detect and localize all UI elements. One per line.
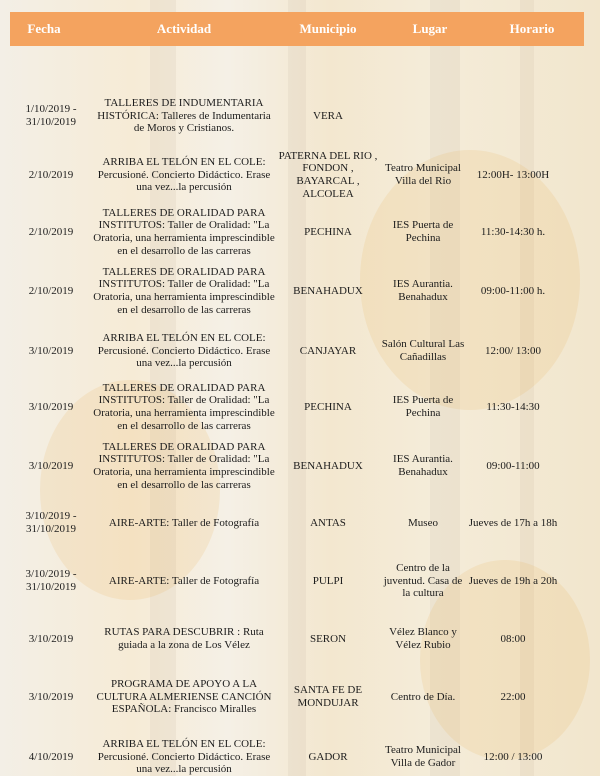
cell-fecha: 2/10/2019 (28, 168, 74, 181)
table-row (10, 326, 584, 376)
cell-horario: 12:00 / 13:00 (483, 750, 543, 763)
table-row (10, 262, 584, 320)
cell-municipio: PECHINA (304, 400, 352, 413)
cell-lugar: Museo (408, 516, 438, 529)
cell-municipio: SERON (309, 632, 347, 645)
cell-fecha: 3/10/2019 - 31/10/2019 (25, 510, 77, 535)
cell-horario: 09:00-11:00 h. (480, 284, 546, 297)
cell-actividad: TALLERES DE ORALIDAD PARA INSTITUTOS: Taller de Oralidad: "La Oratoria, una herramienta imprescindible en el desarrollo de las carreras (93, 206, 275, 257)
cell-municipio: VERA (313, 109, 343, 122)
cell-actividad: TALLERES DE INDUMENTARIA HISTÓRICA: Talleres de Indumentaria de Moros y Cristianos. (97, 97, 271, 135)
cell-horario: 11:30-14:30 (486, 400, 540, 413)
cell-municipio: PECHINA (304, 225, 352, 238)
cell-actividad: ARRIBA EL TELÓN EN EL COLE: Percusioné. Concierto Didáctico. Erase una vez...la percusión (97, 738, 271, 776)
table-row (10, 146, 584, 204)
cell-fecha: 2/10/2019 (28, 225, 74, 238)
cell-municipio: SANTA FE DE MONDUJAR (293, 684, 363, 709)
cell-horario: 12:00H- 13:00H (476, 168, 550, 181)
cell-actividad: RUTAS PARA DESCUBRIR : Ruta guiada a la zona de Los Vélez (104, 626, 264, 651)
header-horario: Horario (509, 21, 555, 36)
cell-horario: 11:30-14:30 h. (480, 225, 546, 238)
cell-fecha: 1/10/2019 - 31/10/2019 (25, 103, 77, 128)
table-row (10, 206, 584, 258)
cell-municipio: GADOR (308, 750, 348, 763)
cell-actividad: TALLERES DE ORALIDAD PARA INSTITUTOS: Taller de Oralidad: "La Oratoria, una herramienta imprescindible en el desarrollo de las carreras (93, 440, 275, 491)
cell-horario: 22:00 (500, 690, 526, 703)
cell-fecha: 3/10/2019 (28, 459, 74, 472)
cell-lugar: Salón Cultural Las Cañadillas (381, 338, 465, 363)
cell-lugar: Vélez Blanco y Vélez Rubio (389, 626, 457, 651)
cell-fecha: 3/10/2019 (28, 690, 74, 703)
cell-horario: Jueves de 19h a 20h (468, 574, 558, 587)
cell-actividad: AIRE-ARTE: Taller de Fotografía (108, 516, 260, 529)
cell-municipio: PULPI (312, 574, 344, 587)
cell-actividad: AIRE-ARTE: Taller de Fotografía (108, 574, 260, 587)
cell-lugar (380, 88, 466, 144)
cell-fecha: 4/10/2019 (28, 750, 74, 763)
cell-lugar: IES Aurantia. Benahadux (393, 278, 453, 303)
header-fecha: Fecha (27, 21, 61, 36)
cell-fecha: 3/10/2019 (28, 632, 74, 645)
cell-fecha: 3/10/2019 (28, 344, 74, 357)
header-actividad: Actividad (156, 21, 212, 36)
cell-lugar: Centro de Día. (390, 690, 456, 703)
cell-municipio: CANJAYAR (299, 344, 357, 357)
cell-horario: 08:00 (500, 632, 526, 645)
header-municipio: Municipio (299, 21, 357, 36)
cell-lugar: IES Aurantia. Benahadux (393, 453, 453, 478)
table-row (10, 500, 584, 546)
table-row (10, 438, 584, 494)
cell-municipio: BENAHADUX (293, 459, 363, 472)
cell-lugar: IES Puerta de Pechina (392, 394, 454, 419)
cell-fecha: 2/10/2019 (28, 284, 74, 297)
table-row (10, 618, 584, 660)
cell-fecha: 3/10/2019 - 31/10/2019 (25, 568, 77, 593)
cell-lugar: Teatro Municipal Villa de Gador (385, 744, 461, 769)
cell-municipio: BENAHADUX (293, 284, 363, 297)
cell-actividad: TALLERES DE ORALIDAD PARA INSTITUTOS: Taller de Oralidad: "La Oratoria, una herramienta imprescindible en el desarrollo de las carreras (93, 381, 275, 432)
cell-horario: Jueves de 17h a 18h (468, 516, 558, 529)
cell-lugar: Teatro Municipal Villa del Rio (385, 162, 461, 187)
cell-municipio: PATERNA DEL RIO , FONDON , BAYARCAL , ALCOLEA (278, 149, 378, 200)
cell-fecha: 3/10/2019 (28, 400, 74, 413)
cell-lugar: Centro de la juventud. Casa de la cultura (383, 562, 463, 600)
cell-actividad: TALLERES DE ORALIDAD PARA INSTITUTOS: Taller de Oralidad: "La Oratoria, una herramienta imprescindible en el desarrollo de las carreras (93, 265, 275, 316)
cell-horario: 12:00/ 13:00 (485, 344, 541, 357)
header-lugar: Lugar (412, 21, 448, 36)
table-row (10, 672, 584, 722)
cell-lugar: IES Puerta de Pechina (392, 219, 454, 244)
table-row (10, 88, 584, 144)
table-row (10, 556, 584, 606)
table-header (10, 12, 584, 46)
cell-horario: 09:00-11:00 (486, 459, 540, 472)
cell-actividad: ARRIBA EL TELÓN EN EL COLE: Percusioné. Concierto Didáctico. Erase una vez...la percusión (97, 156, 271, 194)
cell-municipio: ANTAS (310, 516, 346, 529)
cell-actividad: PROGRAMA DE APOYO A LA CULTURA ALMERIENSE CANCIÓN ESPAÑOLA: Francisco Miralles (96, 678, 272, 716)
table-row (10, 738, 584, 776)
table-row (10, 380, 584, 434)
cell-horario (466, 88, 560, 144)
cell-actividad: ARRIBA EL TELÓN EN EL COLE: Percusioné. Concierto Didáctico. Erase una vez...la percusión (97, 332, 271, 370)
